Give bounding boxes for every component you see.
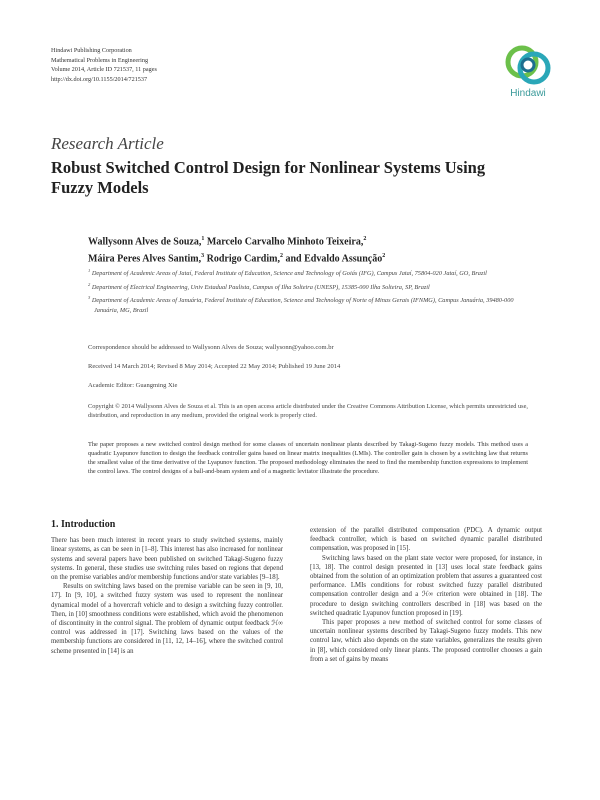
affiliation-1-num: 1: [88, 268, 91, 273]
author-4-affil: 2: [279, 253, 283, 260]
journal-header: [51, 46, 157, 84]
author-5: and Edvaldo Assunção: [282, 253, 383, 265]
hindawi-logo-icon: [500, 44, 556, 88]
publisher: Hindawi Publishing Corporation: [51, 47, 132, 54]
academic-editor: Academic Editor: Guangming Xie: [88, 382, 178, 389]
copyright: Copyright © 2014 Wallysonn Alves de Souza et al. This is an open access article distributed under the Creative Commons Attribution License, which permits unrestricted use, distribution, and reproduction in any medium, provided the original work is properly cited.: [88, 403, 528, 419]
paragraph: Results on switching laws based on the premise variable can be seen in [9, 10, 17]. In [9, 10], a switched fuzzy system was used to represent the nonlinear dynamical model of a hovercraft vehicle and to design a switching fuzzy controller. Then, in [10] smoothness conditions were established, which avoid the phenomenon of discontinuity in the control signal. The problem of dynamic output feedback ℋ∞ control was addressed in [17]. Switching laws based on the values of the membership functions are considered in [11, 12, 14–16], where the switched control scheme presented in [14] is an: [51, 583, 283, 655]
affiliation-3-num: 3: [88, 295, 91, 301]
affiliation-2-text: Department of Electrical Engineering, Univ Estadual Paulista, Campus of Ilha Solteira (UNESP), 15385-000 Ilha Solteira, SP, Brazil: [91, 283, 430, 291]
volume-info: Volume 2014, Article ID 721537, 11 pages: [51, 66, 157, 73]
author-5-affil: 2: [382, 253, 386, 260]
affiliation-2: [88, 280, 538, 293]
author-2: Marcelo Carvalho Minhoto Teixeira,: [204, 236, 364, 248]
intro-heading: 1. Introduction: [51, 519, 116, 530]
affiliation-1-text: Department of Academic Areas of Jataí, Federal Institute of Education, Science and Technology of Goiás (IFG), Campus Jataí, 75804-020 Jataí, GO, Brazil: [91, 270, 487, 278]
left-column: [51, 520, 283, 656]
affiliation-1: [88, 266, 538, 279]
right-column: [310, 526, 542, 664]
affiliations: [88, 266, 538, 316]
doi-link[interactable]: http://dx.doi.org/10.1155/2014/721537: [51, 75, 148, 83]
logo-text: Hindawi: [510, 88, 546, 99]
paragraph: extension of the parallel distributed compensation (PDC). A dynamic output feedback controller, which is based on switched dynamic parallel distributed compensation, was proposed in [15].: [310, 527, 542, 553]
correspondence: Correspondence should be addressed to Wallysonn Alves de Souza; wallysonn@yahoo.com.br: [88, 344, 334, 351]
dates: Received 14 March 2014; Revised 8 May 2014; Accepted 22 May 2014; Published 19 June 2014: [88, 363, 341, 370]
affiliation-2-num: 2: [88, 281, 91, 287]
paragraph: This paper proposes a new method of switched control for some classes of uncertain nonlinear systems described by Takagi-Sugeno fuzzy models. This new control law, which also depends on the state variables, generalizes the results given in [8], which considered only linear plants. The proposed controller chooses a gain from a set of gains by means: [310, 619, 542, 663]
author-list: [88, 232, 538, 267]
journal-name: Mathematical Problems in Engineering: [51, 56, 149, 64]
author-4: Rodrigo Cardim,: [204, 253, 280, 265]
hindawi-logo: [500, 44, 556, 106]
author-3: Máira Peres Alves Santim,: [88, 253, 202, 265]
author-1-affil: 1: [201, 236, 205, 242]
paper-title: Robust Switched Control Design for Nonlinear Systems Using Fuzzy Models: [51, 158, 486, 197]
author-1: Wallysonn Alves de Souza,: [88, 236, 202, 248]
paragraph: There has been much interest in recent years to study switched systems, mainly linear systems, as can be seen in [1–8]. This interest has also increased for nonlinear systems and several papers have been published on switched Takagi-Sugeno fuzzy systems. In general, these studies use switching rules based on regions that depend on the premise variables and/or membership functions and/or state variables [9–18].: [51, 537, 283, 582]
author-2-affil: 2: [363, 236, 367, 242]
article-type: Research Article: [51, 134, 164, 153]
affiliation-3: [88, 293, 538, 315]
abstract: The paper proposes a new switched control design method for some classes of uncertain nonlinear plants described by Takagi-Sugeno fuzzy models. This method uses a quadratic Lyapunov function to design the feedback controller gains based on linear matrix inequalities (LMIs). The controller gain is chosen by a switching law that returns the smallest value of the time derivative of the Lyapunov function. The proposed methodology eliminates the need to find the membership function expressions to implement the control laws. The control designs of a ball-and-beam system and of a magnetic levitator illustrate the procedure.: [88, 441, 528, 475]
affiliation-3-text: Department of Academic Areas of Januária, Federal Institute of Education, Science and Technology of Norte of Minas Gerais (IFNMG), Campus Januária, 39480-000 Januária, MG, Brazil: [91, 297, 514, 314]
paragraph: Switching laws based on the plant state vector were proposed, for instance, in [13, 18]. The control design presented in [13] uses local state feedback gains obtained from the solution of an optimization problem that assures a guaranteed cost performance. LMIs conditions for robust switched fuzzy parallel distributed compensation controller design and a ℋ∞ criterion were obtained in [18]. The procedure to design switching controllers described in [18] was based on the switched quadratic Lyapunov function proposed in [19].: [310, 554, 542, 617]
author-3-affil: 3: [201, 253, 205, 260]
